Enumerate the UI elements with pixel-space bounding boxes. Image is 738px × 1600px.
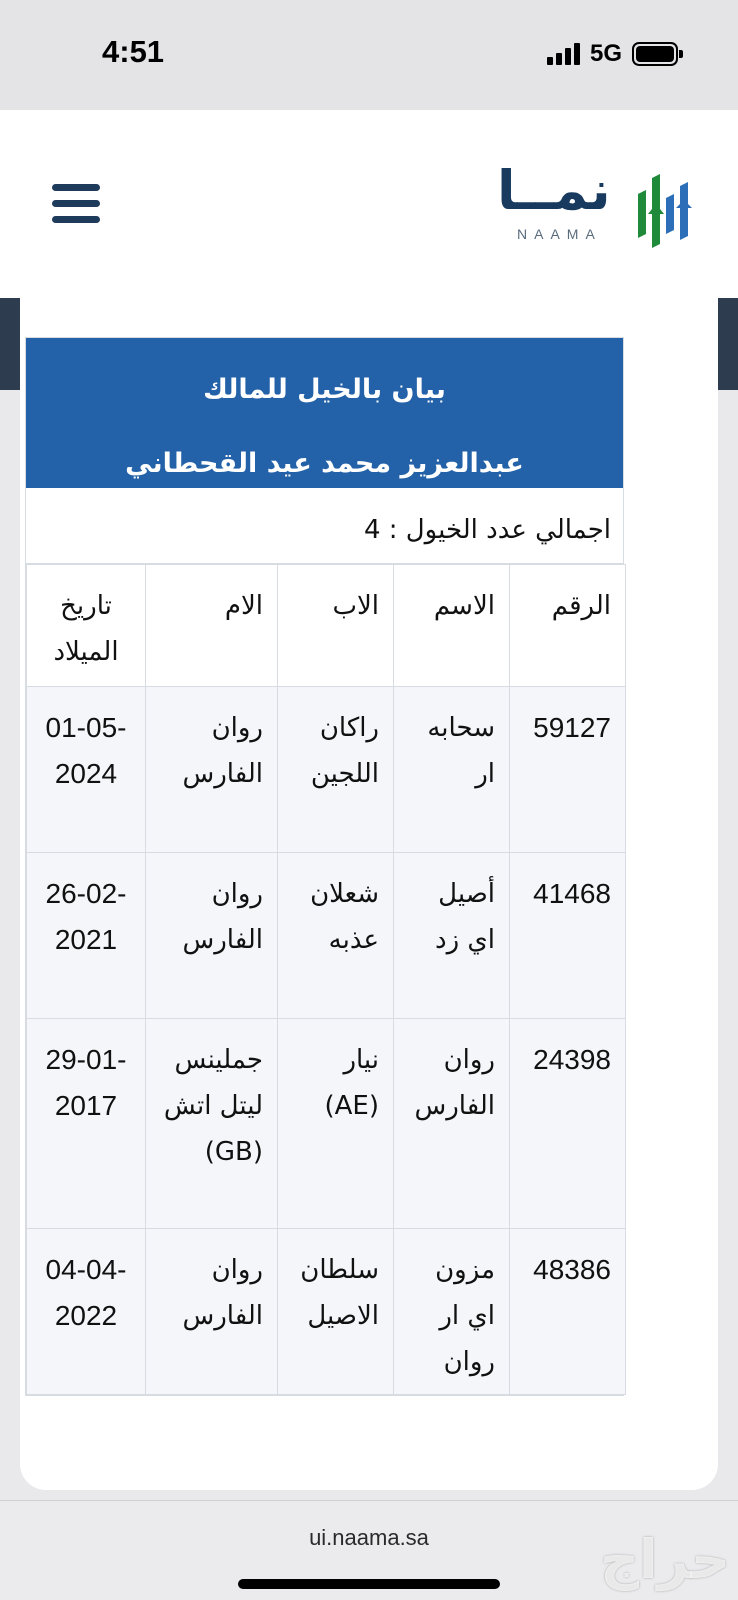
- column-header-number: الرقم: [510, 565, 626, 687]
- cell-mother: روان الفارس: [146, 853, 278, 1019]
- cell-father: نيار (AE): [278, 1019, 394, 1229]
- horses-panel: [25, 337, 624, 1396]
- column-header-father: الاب: [278, 565, 394, 687]
- cell-birth-date: 29-01-2017: [27, 1019, 146, 1229]
- browser-url-bar[interactable]: [0, 1500, 738, 1600]
- site-header: [0, 110, 738, 298]
- battery-icon: [632, 42, 678, 66]
- column-header-birth-date: تاريخ الميلاد: [27, 565, 146, 687]
- home-indicator[interactable]: [238, 1579, 500, 1589]
- column-header-name: الاسم: [394, 565, 510, 687]
- cell-father: سلطان الاصيل: [278, 1229, 394, 1395]
- hamburger-menu-icon[interactable]: [52, 184, 100, 224]
- status-bar: [0, 0, 738, 110]
- cell-number: 24398: [510, 1019, 626, 1229]
- network-type: 5G: [589, 40, 622, 67]
- cellular-signal-icon: [547, 43, 580, 65]
- background-strip-left: [0, 298, 22, 390]
- cell-name: سحابه ار: [394, 687, 510, 853]
- table-row: [27, 1229, 626, 1395]
- panel-title: بيان بالخيل للمالك: [203, 374, 446, 405]
- url-text[interactable]: ui.naama.sa: [309, 1525, 429, 1550]
- table-row: [27, 1019, 626, 1229]
- cell-name: روان الفارس: [394, 1019, 510, 1229]
- total-horses-count: اجمالي عدد الخيول : 4: [26, 488, 623, 564]
- cell-name: أصيل اي زد: [394, 853, 510, 1019]
- cell-birth-date: 01-05-2024: [27, 687, 146, 853]
- logo-latin-text: NAAMA: [517, 226, 602, 242]
- panel-header: [26, 338, 623, 488]
- cell-number: 48386: [510, 1229, 626, 1395]
- column-header-mother: الام: [146, 565, 278, 687]
- cell-number: 41468: [510, 853, 626, 1019]
- cell-father: شعلان عذبه: [278, 853, 394, 1019]
- logo-arabic-text: نمــا: [497, 159, 611, 222]
- logo-mark-icon: [630, 164, 702, 252]
- table-header-row: [27, 565, 626, 687]
- background-strip-right: [718, 298, 738, 390]
- horses-table: [26, 564, 626, 1395]
- cell-name: مزون اي ار روان: [394, 1229, 510, 1395]
- status-icons: [547, 40, 678, 68]
- cell-birth-date: 04-04-2022: [27, 1229, 146, 1395]
- table-row: [27, 853, 626, 1019]
- cell-father: راكان اللجين: [278, 687, 394, 853]
- watermark-logo: حراج: [600, 1528, 730, 1591]
- cell-mother: روان الفارس: [146, 1229, 278, 1395]
- owner-name: عبدالعزيز محمد عيد القحطاني: [125, 448, 524, 479]
- table-row: [27, 687, 626, 853]
- cell-birth-date: 26-02-2021: [27, 853, 146, 1019]
- cell-mother: روان الفارس: [146, 687, 278, 853]
- cell-number: 59127: [510, 687, 626, 853]
- cell-mother: جملينس ليتل اتش (GB): [146, 1019, 278, 1229]
- status-time: 4:51: [102, 34, 165, 69]
- naama-logo[interactable]: [497, 156, 712, 252]
